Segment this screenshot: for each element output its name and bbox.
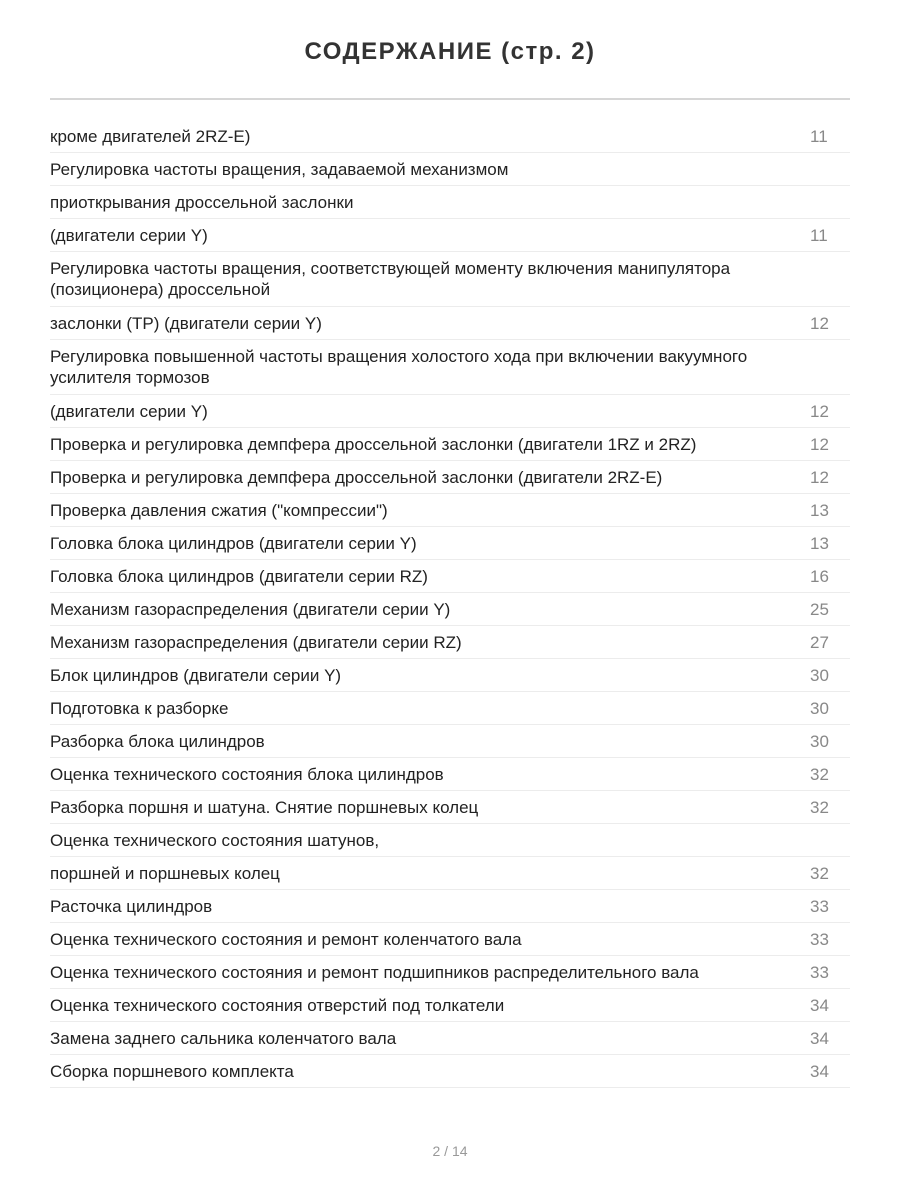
toc-entry	[50, 956, 850, 989]
toc-entry	[50, 923, 850, 956]
page-number-indicator: 2 / 14	[432, 1143, 468, 1159]
toc-entry	[50, 428, 850, 461]
toc-entry-text: Оценка технического состояния и ремонт подшипников распределительного вала	[50, 962, 699, 982]
toc-entry-text: поршней и поршневых колец	[50, 863, 280, 883]
toc-entry	[50, 659, 850, 692]
toc-entry-page: 34	[810, 1061, 829, 1081]
toc-entry-text: Оценка технического состояния отверстий под толкатели	[50, 995, 505, 1015]
toc-entry	[50, 626, 850, 659]
toc-entry-text: Разборка блока цилиндров	[50, 731, 265, 751]
toc-entry	[50, 395, 850, 428]
toc-entry-text: (двигатели серии Y)	[50, 401, 208, 421]
toc-entry	[50, 340, 850, 395]
toc-entry-text: Оценка технического состояния блока цилиндров	[50, 764, 444, 784]
toc-entry-text: Регулировка повышенной частоты вращения холостого хода при включении вакуумного усилителя тормозов	[50, 347, 748, 387]
toc-entry	[50, 186, 850, 219]
toc-entry-page: 32	[810, 863, 829, 883]
page-title: СОДЕРЖАНИЕ (стр. 2)	[304, 38, 596, 65]
toc-entry-page: 13	[810, 500, 829, 520]
toc-entry-text: заслонки (ТР) (двигатели серии Y)	[50, 313, 322, 333]
toc-entry	[50, 252, 850, 307]
toc-entry-page: 33	[810, 896, 829, 916]
toc-entry-page: 30	[810, 731, 829, 751]
toc-entry-page: 33	[810, 962, 829, 982]
toc-entry	[50, 791, 850, 824]
toc-entry	[50, 824, 850, 857]
toc-entry-page: 30	[810, 698, 829, 718]
toc-entry	[50, 494, 850, 527]
toc-entry-text: Замена заднего сальника коленчатого вала	[50, 1028, 397, 1048]
toc-entry-page: 27	[810, 632, 829, 652]
toc-entry	[50, 989, 850, 1022]
toc-entry	[50, 307, 850, 340]
toc-entry-text: Оценка технического состояния и ремонт коленчатого вала	[50, 929, 522, 949]
toc-entry-text: Разборка поршня и шатуна. Снятие поршневых колец	[50, 797, 479, 817]
toc-entry-page: 12	[810, 434, 829, 454]
toc-entry-page: 33	[810, 929, 829, 949]
title-divider	[50, 98, 850, 100]
toc-entry-page: 30	[810, 665, 829, 685]
toc-entry-text: Проверка и регулировка демпфера дроссельной заслонки (двигатели 2RZ-E)	[50, 467, 663, 487]
toc-entry-text: Проверка и регулировка демпфера дроссельной заслонки (двигатели 1RZ и 2RZ)	[50, 434, 697, 454]
toc-entry	[50, 560, 850, 593]
toc-entry-page: 32	[810, 797, 829, 817]
toc-entry	[50, 527, 850, 560]
toc-entry-text: Головка блока цилиндров (двигатели серии RZ)	[50, 566, 428, 586]
toc-entry-page: 12	[810, 401, 829, 421]
toc-entry-text: Проверка давления сжатия ("компрессии")	[50, 500, 388, 520]
toc-entry	[50, 725, 850, 758]
toc-entry	[50, 593, 850, 626]
toc-entry-text: кроме двигателей 2RZ-E)	[50, 126, 251, 146]
toc-entry-text: Расточка цилиндров	[50, 896, 213, 916]
toc-entry-text: Подготовка к разборке	[50, 698, 229, 718]
toc-entry-text: Регулировка частоты вращения, соответствующей моменту включения манипулятора (позиционера) дроссельной	[50, 259, 731, 299]
toc-entry-text: Сборка поршневого комплекта	[50, 1061, 294, 1081]
toc-entry	[50, 1055, 850, 1088]
toc-entry	[50, 692, 850, 725]
toc-entry-text: Оценка технического состояния шатунов,	[50, 830, 380, 850]
toc-entry-page: 25	[810, 599, 829, 619]
toc-entry-text: (двигатели серии Y)	[50, 225, 208, 245]
toc-entry	[50, 758, 850, 791]
toc-entry	[50, 153, 850, 186]
table-of-contents	[50, 120, 850, 1088]
toc-entry	[50, 890, 850, 923]
toc-entry-text: Механизм газораспределения (двигатели серии RZ)	[50, 632, 462, 652]
toc-entry-text: приоткрывания дроссельной заслонки	[50, 192, 354, 212]
toc-entry	[50, 120, 850, 153]
toc-entry-page: 16	[810, 566, 829, 586]
toc-entry-text: Механизм газораспределения (двигатели серии Y)	[50, 599, 451, 619]
toc-entry-page: 13	[810, 533, 829, 553]
toc-entry-page: 32	[810, 764, 829, 784]
toc-entry-text: Регулировка частоты вращения, задаваемой механизмом	[50, 159, 509, 179]
toc-entry-page: 11	[810, 225, 828, 245]
toc-entry	[50, 219, 850, 252]
toc-entry	[50, 461, 850, 494]
toc-entry-page: 34	[810, 1028, 829, 1048]
toc-entry	[50, 857, 850, 890]
toc-entry-page: 34	[810, 995, 829, 1015]
toc-entry	[50, 1022, 850, 1055]
toc-entry-page: 12	[810, 313, 829, 333]
toc-entry-page: 11	[810, 126, 828, 146]
toc-entry-text: Блок цилиндров (двигатели серии Y)	[50, 665, 342, 685]
toc-entry-text: Головка блока цилиндров (двигатели серии Y)	[50, 533, 417, 553]
toc-entry-page: 12	[810, 467, 829, 487]
